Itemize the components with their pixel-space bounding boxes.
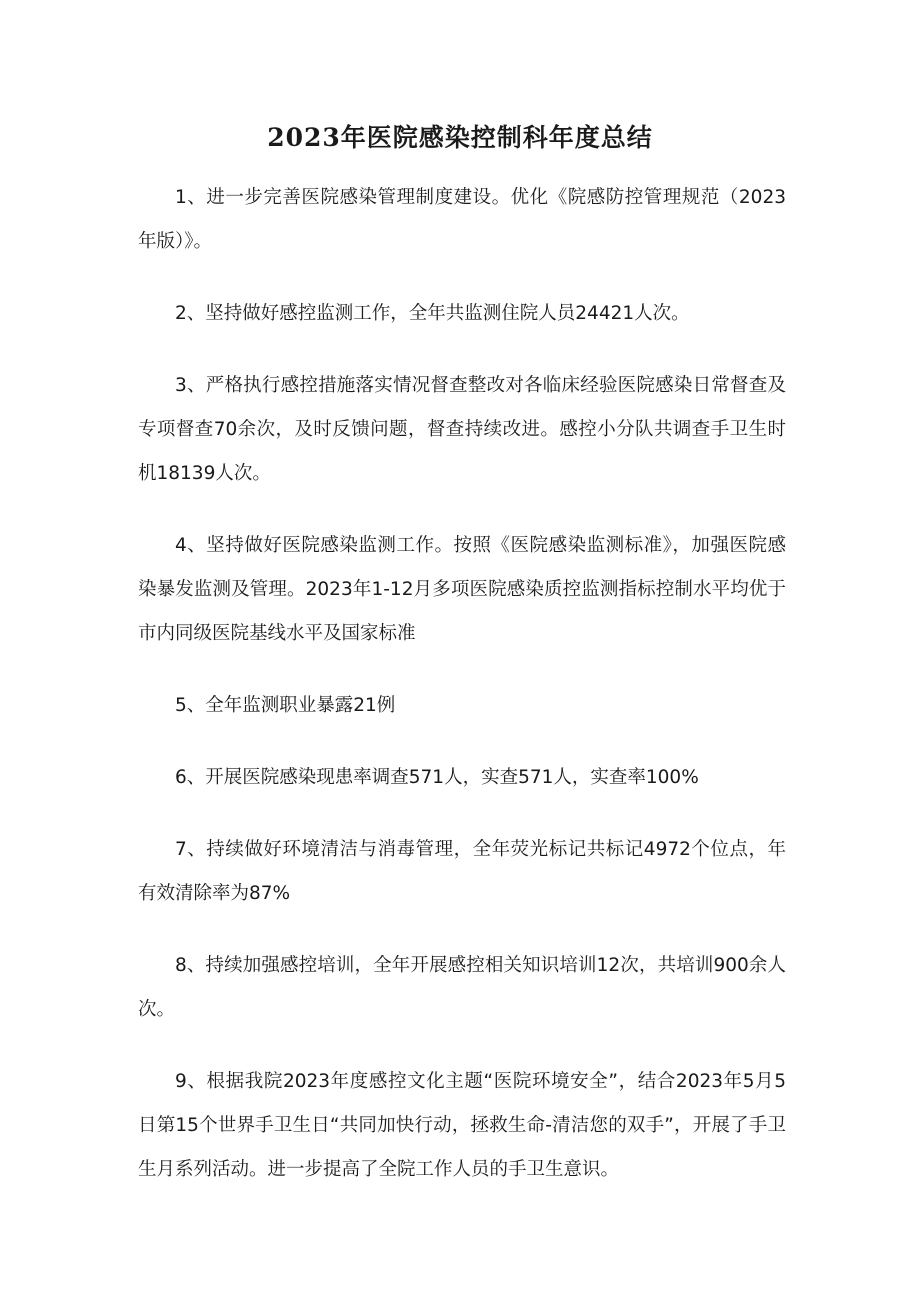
paragraph-5: 5、全年监测职业暴露21例 bbox=[175, 695, 396, 716]
paragraph-2: 2、坚持做好感控监测工作，全年共监测住院人员24421人次。 bbox=[175, 303, 690, 324]
paragraph-7: 7、持续做好环境清洁与消毒管理，全年荧光标记共标记4972个位点，年有效清除率为87% bbox=[138, 839, 786, 904]
paragraph-1: 1、进一步完善医院感染管理制度建设。优化《院感防控管理规范（2023年版）》。 bbox=[138, 187, 786, 252]
document-body bbox=[138, 176, 786, 1220]
paragraph-8: 8、持续加强感控培训，全年开展感控相关知识培训12次，共培训900余人次。 bbox=[138, 955, 786, 1020]
paragraph-3: 3、严格执行感控措施落实情况督查整改对各临床经验医院感染日常督查及专项督查70余次，及时反馈问题，督查持续改进。感控小分队共调查手卫生时机18139人次。 bbox=[138, 375, 786, 484]
paragraph-6: 6、开展医院感染现患率调查571人，实查571人，实查率100% bbox=[175, 767, 699, 788]
paragraph-4: 4、坚持做好医院感染监测工作。按照《医院感染监测标准》，加强医院感染暴发监测及管理。2023年1-12月多项医院感染质控监测指标控制水平均优于市内同级医院基线水平及国家标准 bbox=[138, 535, 786, 644]
document-title: 2023年医院感染控制科年度总结 bbox=[267, 123, 653, 152]
paragraph-9: 9、根据我院2023年度感控文化主题“医院环境安全”，结合2023年5月5日第15个世界手卫生日“共同加快行动，拯救生命-清洁您的双手”，开展了手卫生月系列活动。进一步提高了全院工作人员的手卫生意识。 bbox=[138, 1071, 786, 1180]
